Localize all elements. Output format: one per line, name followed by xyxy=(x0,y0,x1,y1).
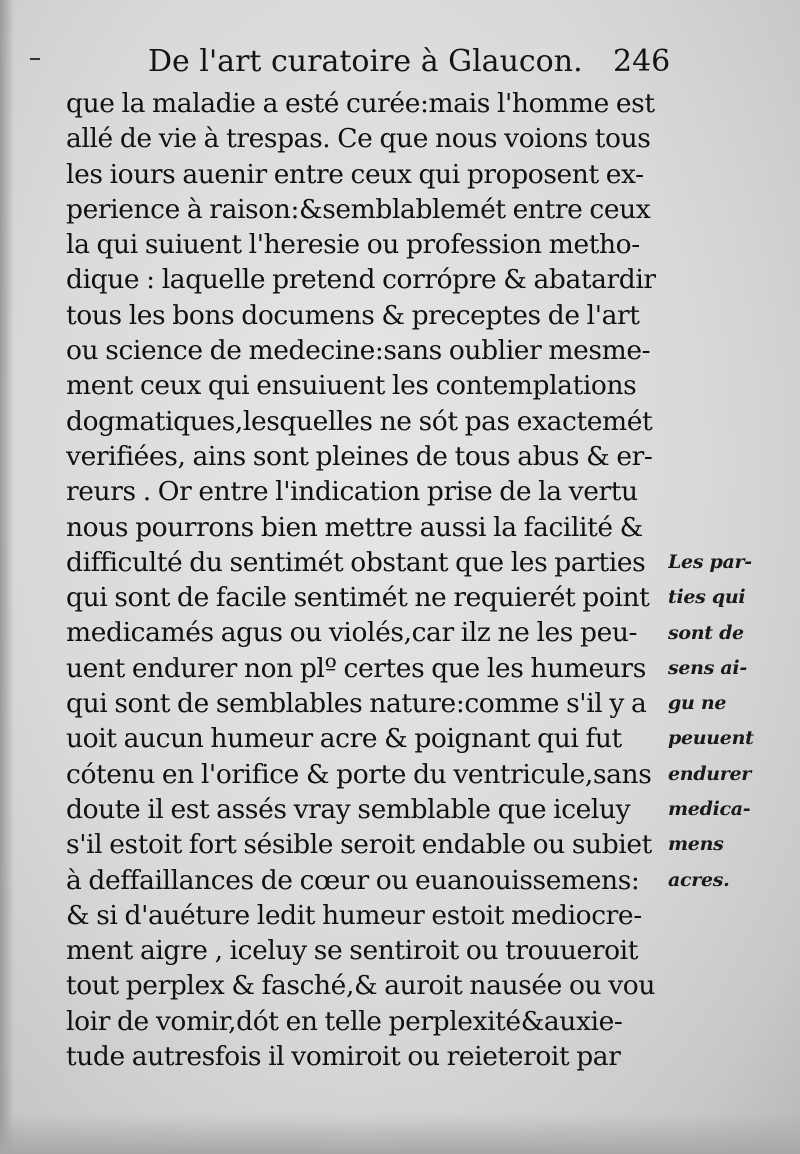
text-line: cótenu en l'orifice & porte du ventricule,sans xyxy=(66,758,652,790)
marginal-note-line: ties qui xyxy=(668,586,746,609)
text-line: dogmatiques,lesquelles ne sót pas exactemét xyxy=(66,405,653,437)
text-line: nous pourrons bien mettre aussi la facilité & xyxy=(66,511,643,543)
page-header xyxy=(148,40,671,84)
text-line: qui sont de facile sentimét ne requierét point xyxy=(66,582,650,614)
text-line: s'il estoit fort sésible seroit endable ou subiet xyxy=(66,829,652,861)
text-line: tous les bons documens & preceptes de l'art xyxy=(66,299,640,331)
marginal-note-line: medica- xyxy=(668,798,751,821)
marginal-note-line: sont de xyxy=(668,621,744,644)
text-line: ment aigre , iceluy se sentiroit ou trouueroit xyxy=(66,935,638,967)
text-line: que la maladie a esté curée:mais l'homme est xyxy=(66,88,655,119)
page-edge-shadow xyxy=(0,0,14,1154)
marginal-note xyxy=(668,545,796,898)
text-line: difficulté du sentimét obstant que les parties xyxy=(66,546,646,578)
marginal-note-line: endurer xyxy=(668,762,752,785)
text-line: loir de vomir,dót en telle perplexité&auxie- xyxy=(66,1005,623,1037)
marginal-note-line: acres. xyxy=(668,868,730,891)
text-line: à deffaillances de cœur ou euanouissemens: xyxy=(66,864,640,896)
text-line: & si d'auéture ledit humeur estoit mediocre- xyxy=(66,899,642,931)
page-bottom-shadow xyxy=(0,1114,800,1154)
text-line: verifiées, ains sont pleines de tous abus & er- xyxy=(66,440,653,472)
marginal-note-line: gu ne xyxy=(668,692,727,715)
text-line: dique : laquelle pretend corrópre & abatardir xyxy=(66,264,656,296)
text-line: medicamés agus ou violés,car ilz ne les peu- xyxy=(66,617,638,649)
body-text xyxy=(66,86,676,1074)
running-title: De l'art curatoire à Glaucon. xyxy=(148,44,583,79)
marginal-note-line: sens ai- xyxy=(668,656,747,679)
marginal-note-line: mens xyxy=(668,833,724,856)
text-line: doute il est assés vray semblable que iceluy xyxy=(66,793,631,825)
text-line: tude autresfois il vomiroit ou reieteroit par xyxy=(66,1041,621,1073)
text-line: allé de vie à trespas. Ce que nous voions tous xyxy=(66,123,651,155)
marginal-note-line: peuuent xyxy=(668,727,754,750)
text-line: perience à raison:&semblablemét entre ceux xyxy=(66,193,651,225)
text-line: qui sont de semblables nature:comme s'il y a xyxy=(66,688,647,720)
text-line: la qui suiuent l'heresie ou profession metho- xyxy=(66,229,640,261)
text-line: reurs . Or entre l'indication prise de la vertu xyxy=(66,476,638,508)
text-line: les iours auenir entre ceux qui proposent ex- xyxy=(66,158,644,190)
page-number: 246 xyxy=(613,44,671,79)
margin-dash-mark xyxy=(30,58,40,60)
text-line: ment ceux qui ensuiuent les contemplations xyxy=(66,370,637,402)
text-line: uent endurer non plº certes que les humeurs xyxy=(66,652,646,684)
marginal-note-line: Les par- xyxy=(668,551,752,573)
text-line: uoit aucun humeur acre & poignant qui fut xyxy=(66,723,622,755)
text-line: ou science de medecine:sans oublier mesme- xyxy=(66,335,651,367)
text-line: tout perplex & fasché,& auroit nausée ou vou xyxy=(66,970,655,1002)
